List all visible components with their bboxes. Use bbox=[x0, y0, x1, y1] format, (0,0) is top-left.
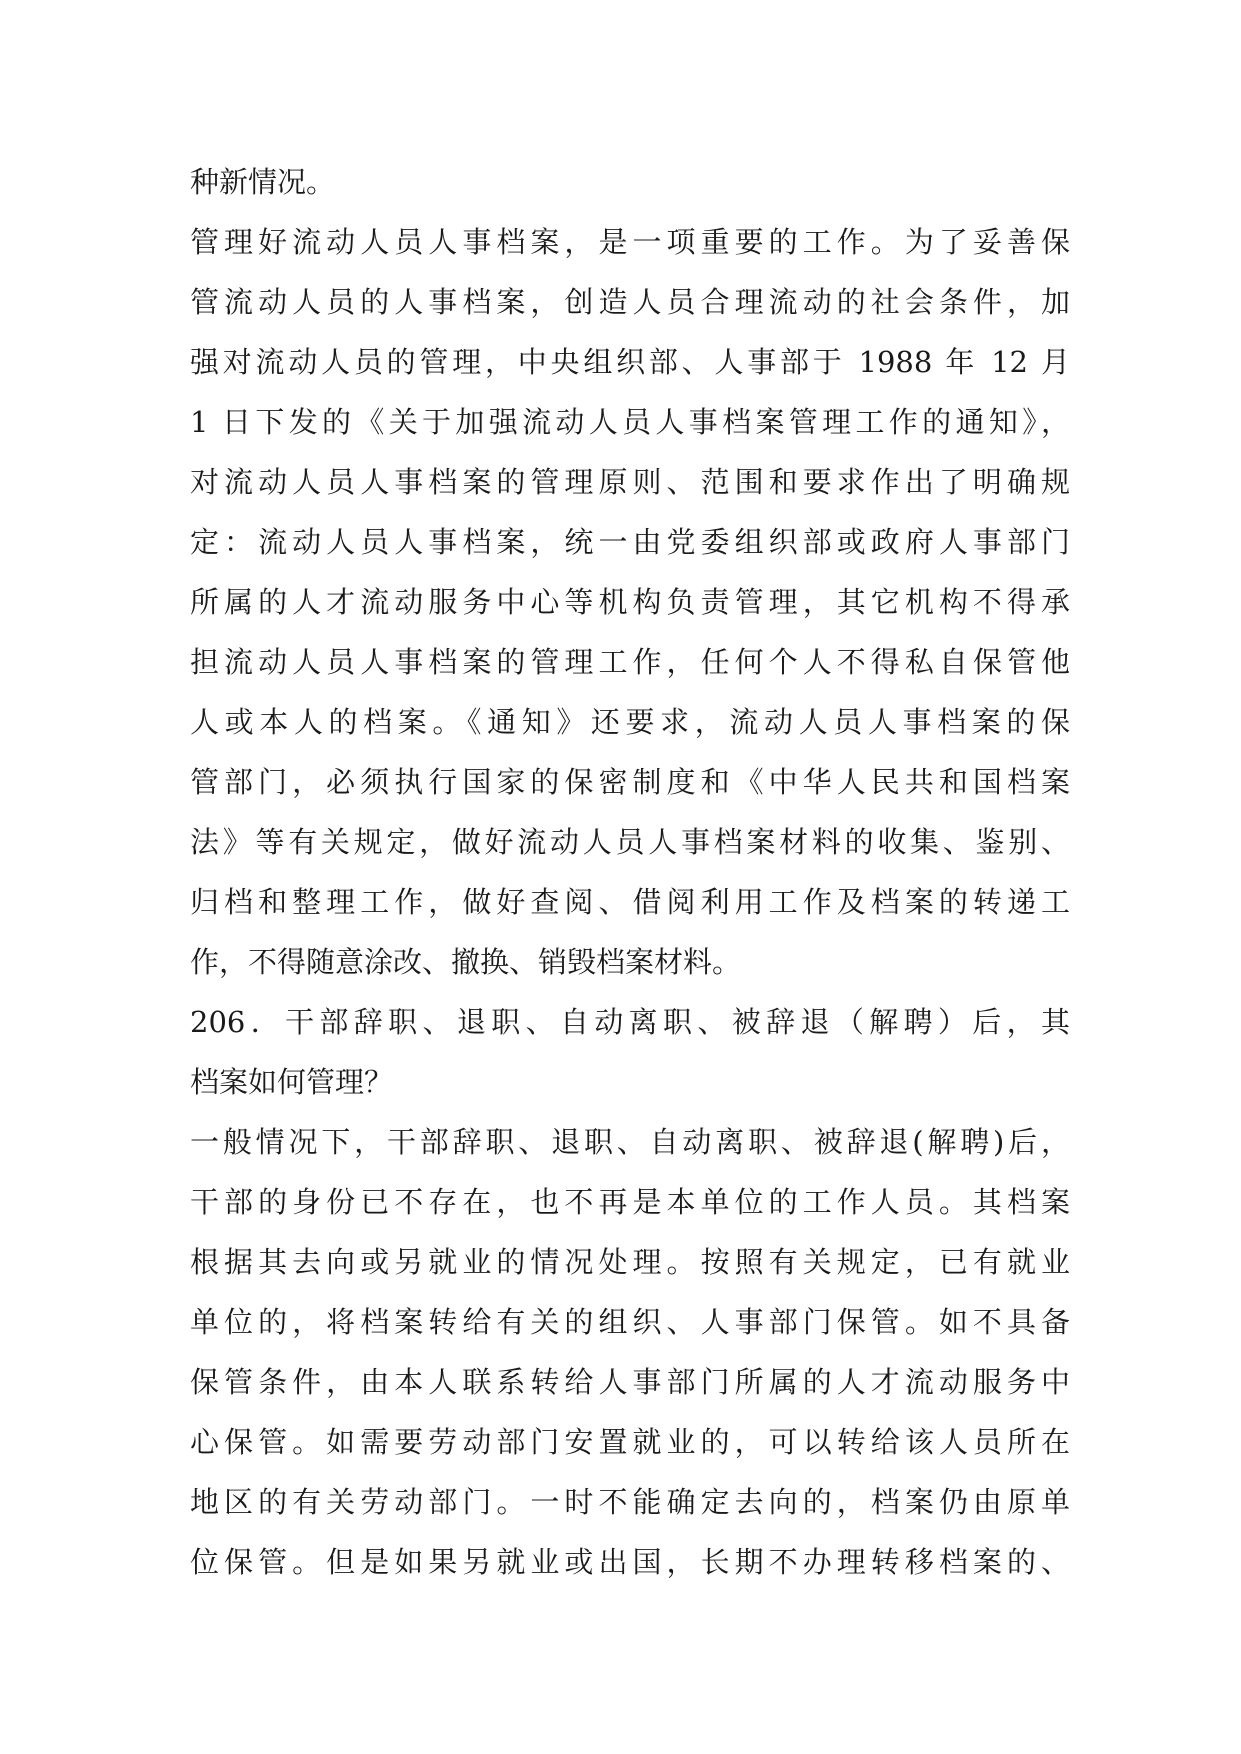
text-line: 位保管。但是如果另就业或出国，长期不办理转移档案的、 bbox=[190, 1545, 1070, 1579]
text-line: 保管条件，由本人联系转给人事部门所属的人才流动服务中 bbox=[190, 1365, 1070, 1399]
text-line: 强对流动人员的管理，中央组织部、人事部于 1988 年 12 月 bbox=[190, 345, 1070, 379]
text-line: 干部的身份已不存在，也不再是本单位的工作人员。其档案 bbox=[190, 1185, 1070, 1219]
text-line: 法》等有关规定，做好流动人员人事档案材料的收集、鉴别、 bbox=[190, 825, 1070, 859]
question-heading-line: 206．干部辞职、退职、自动离职、被辞退（解聘）后，其 bbox=[190, 1005, 1070, 1039]
text-line: 管部门，必须执行国家的保密制度和《中华人民共和国档案 bbox=[190, 765, 1070, 799]
text-line: 担流动人员人事档案的管理工作，任何个人不得私自保管他 bbox=[190, 645, 1070, 679]
text-line: 作，不得随意涂改、撤换、销毁档案材料。 bbox=[190, 945, 742, 979]
text-line: 管流动人员的人事档案，创造人员合理流动的社会条件，加 bbox=[190, 285, 1070, 319]
text-line: 对流动人员人事档案的管理原则、范围和要求作出了明确规 bbox=[190, 465, 1070, 499]
text-line: 所属的人才流动服务中心等机构负责管理，其它机构不得承 bbox=[190, 585, 1070, 619]
text-line: 单位的，将档案转给有关的组织、人事部门保管。如不具备 bbox=[190, 1305, 1070, 1339]
text-line: 1 日下发的《关于加强流动人员人事档案管理工作的通知》， bbox=[190, 405, 1070, 439]
question-heading-line: 档案如何管理？ bbox=[190, 1065, 394, 1099]
text-line: 根据其去向或另就业的情况处理。按照有关规定，已有就业 bbox=[190, 1245, 1070, 1279]
text-line: 归档和整理工作，做好查阅、借阅利用工作及档案的转递工 bbox=[190, 885, 1070, 919]
text-line: 心保管。如需要劳动部门安置就业的，可以转给该人员所在 bbox=[190, 1425, 1070, 1459]
text-line: 种新情况。 bbox=[190, 165, 336, 199]
text-line: 人或本人的档案。《通知》还要求，流动人员人事档案的保 bbox=[190, 705, 1070, 739]
text-line: 定：流动人员人事档案，统一由党委组织部或政府人事部门 bbox=[190, 525, 1070, 559]
body-text bbox=[190, 152, 1070, 1592]
text-line: 管理好流动人员人事档案，是一项重要的工作。为了妥善保 bbox=[190, 225, 1070, 259]
text-line: 地区的有关劳动部门。一时不能确定去向的，档案仍由原单 bbox=[190, 1485, 1070, 1519]
text-line: 一般情况下，干部辞职、退职、自动离职、被辞退(解聘)后， bbox=[190, 1125, 1070, 1159]
